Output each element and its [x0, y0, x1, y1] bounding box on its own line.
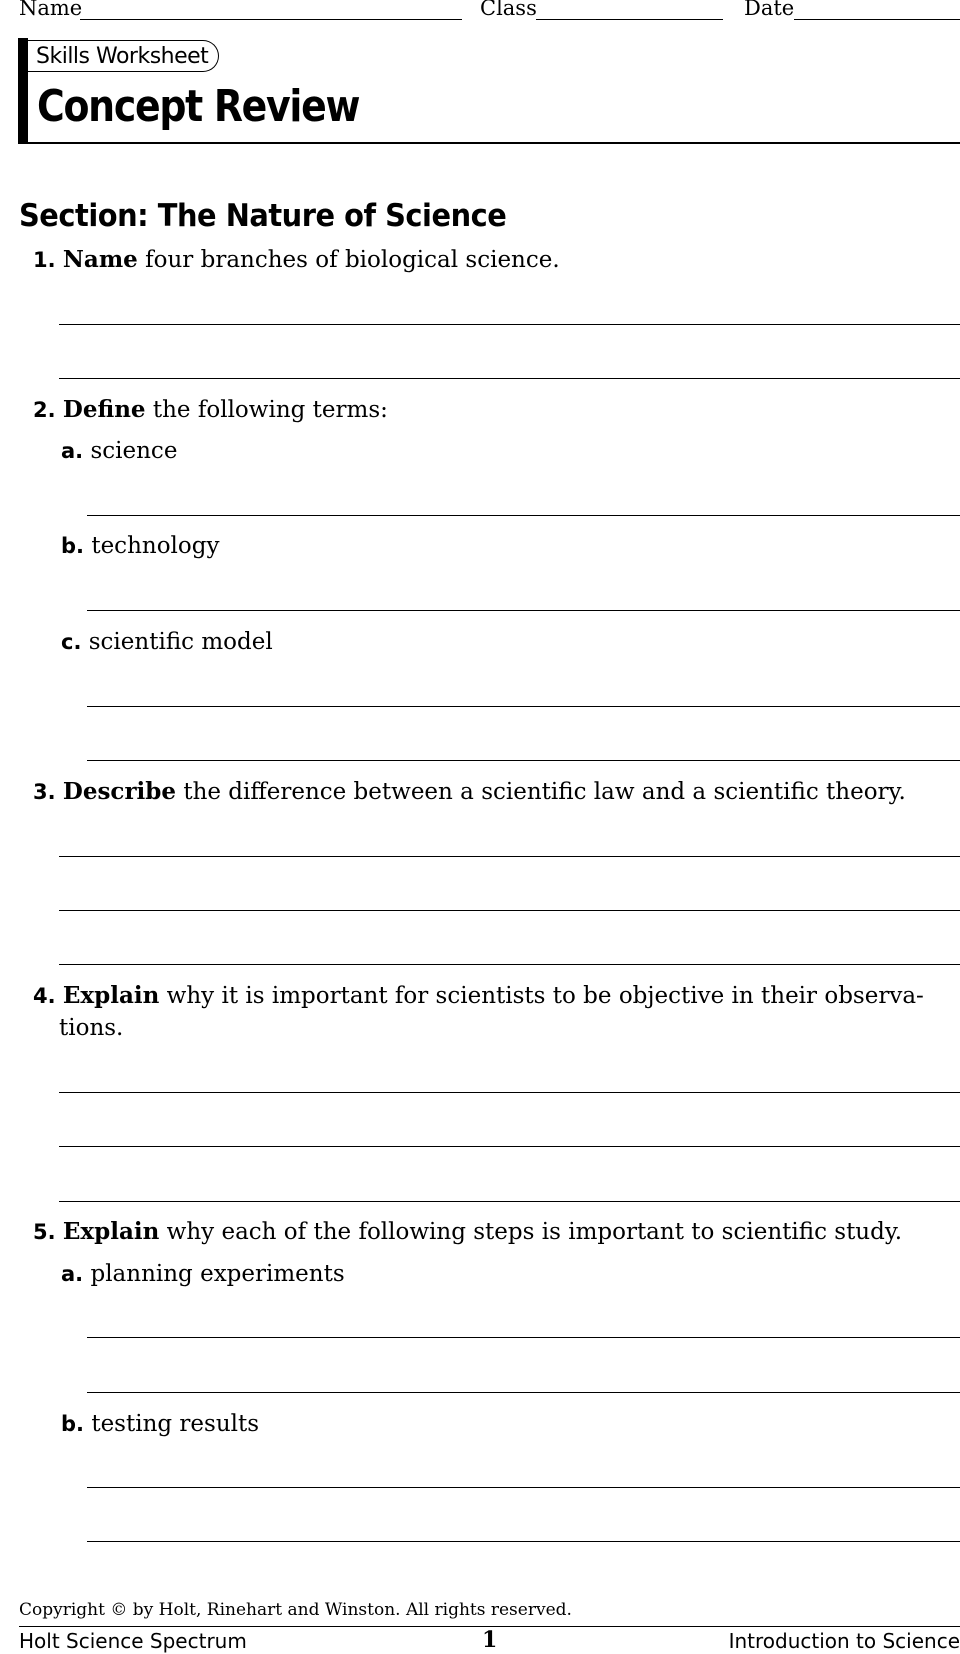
sub-question-5a	[61, 1259, 345, 1289]
answer-line[interactable]	[59, 910, 960, 911]
question-verb: Explain	[62, 982, 160, 1009]
answer-line[interactable]	[87, 1487, 960, 1488]
question-verb: Name	[62, 246, 138, 273]
question-number: 1.	[33, 248, 56, 272]
question-4-continuation: tions.	[59, 1015, 124, 1041]
question-number: 4.	[33, 984, 56, 1008]
answer-line[interactable]	[59, 378, 960, 379]
name-label: Name	[19, 0, 83, 20]
sub-question-letter: b.	[61, 1412, 85, 1436]
worksheet-type-tag: Skills Worksheet	[28, 40, 219, 72]
sub-question-text: planning experiments	[90, 1261, 345, 1287]
sub-question-5b	[61, 1409, 259, 1439]
question-number: 2.	[33, 398, 56, 422]
page-number: 1	[482, 1627, 498, 1653]
question-number: 5.	[33, 1220, 56, 1244]
question-1	[33, 245, 560, 275]
name-field-line[interactable]	[80, 19, 462, 20]
banner-bar	[18, 38, 28, 144]
question-text: four branches of biological science.	[145, 247, 560, 273]
question-verb: Define	[62, 396, 146, 423]
answer-line[interactable]	[59, 324, 960, 325]
question-text: the following terms:	[152, 397, 388, 423]
answer-line[interactable]	[87, 706, 960, 707]
sub-question-letter: c.	[61, 630, 82, 654]
class-label: Class	[480, 0, 537, 20]
answer-line[interactable]	[59, 964, 960, 965]
title-divider	[28, 142, 960, 144]
sub-question-2a	[61, 436, 177, 466]
answer-line[interactable]	[87, 1541, 960, 1542]
question-4	[33, 981, 924, 1011]
answer-line[interactable]	[59, 1092, 960, 1093]
sub-question-text: science	[90, 438, 178, 464]
section-title: Section: The Nature of Science	[19, 198, 507, 234]
class-field-line[interactable]	[536, 19, 723, 20]
answer-line[interactable]	[87, 610, 960, 611]
question-verb: Explain	[62, 1218, 160, 1245]
question-5	[33, 1217, 902, 1247]
sub-question-2c	[61, 627, 273, 657]
sub-question-2b	[61, 531, 219, 561]
date-field-line[interactable]	[794, 19, 960, 20]
question-text: why it is important for scientists to be objective in their observa-	[166, 983, 924, 1009]
page-title: Concept Review	[37, 81, 360, 132]
question-3	[33, 777, 906, 807]
question-2	[33, 395, 388, 425]
sub-question-letter: a.	[61, 1262, 84, 1286]
answer-line[interactable]	[59, 1146, 960, 1147]
sub-question-text: scientific model	[88, 629, 273, 655]
footer-book-title: Holt Science Spectrum	[19, 1629, 247, 1653]
sub-question-text: testing results	[91, 1411, 260, 1437]
question-text: the difference between a scientific law and a scientific theory.	[183, 779, 906, 805]
sub-question-text: technology	[91, 533, 220, 559]
copyright-notice: Copyright © by Holt, Rinehart and Winston. All rights reserved.	[19, 1600, 572, 1620]
answer-line[interactable]	[87, 760, 960, 761]
date-label: Date	[744, 0, 795, 20]
footer-chapter-title: Introduction to Science	[728, 1629, 960, 1653]
answer-line[interactable]	[59, 856, 960, 857]
sub-question-letter: a.	[61, 439, 84, 463]
sub-question-letter: b.	[61, 534, 85, 558]
answer-line[interactable]	[87, 1392, 960, 1393]
question-number: 3.	[33, 780, 56, 804]
question-verb: Describe	[62, 778, 177, 805]
answer-line[interactable]	[59, 1201, 960, 1202]
answer-line[interactable]	[87, 515, 960, 516]
answer-line[interactable]	[87, 1337, 960, 1338]
question-text: why each of the following steps is important to scientific study.	[166, 1219, 903, 1245]
